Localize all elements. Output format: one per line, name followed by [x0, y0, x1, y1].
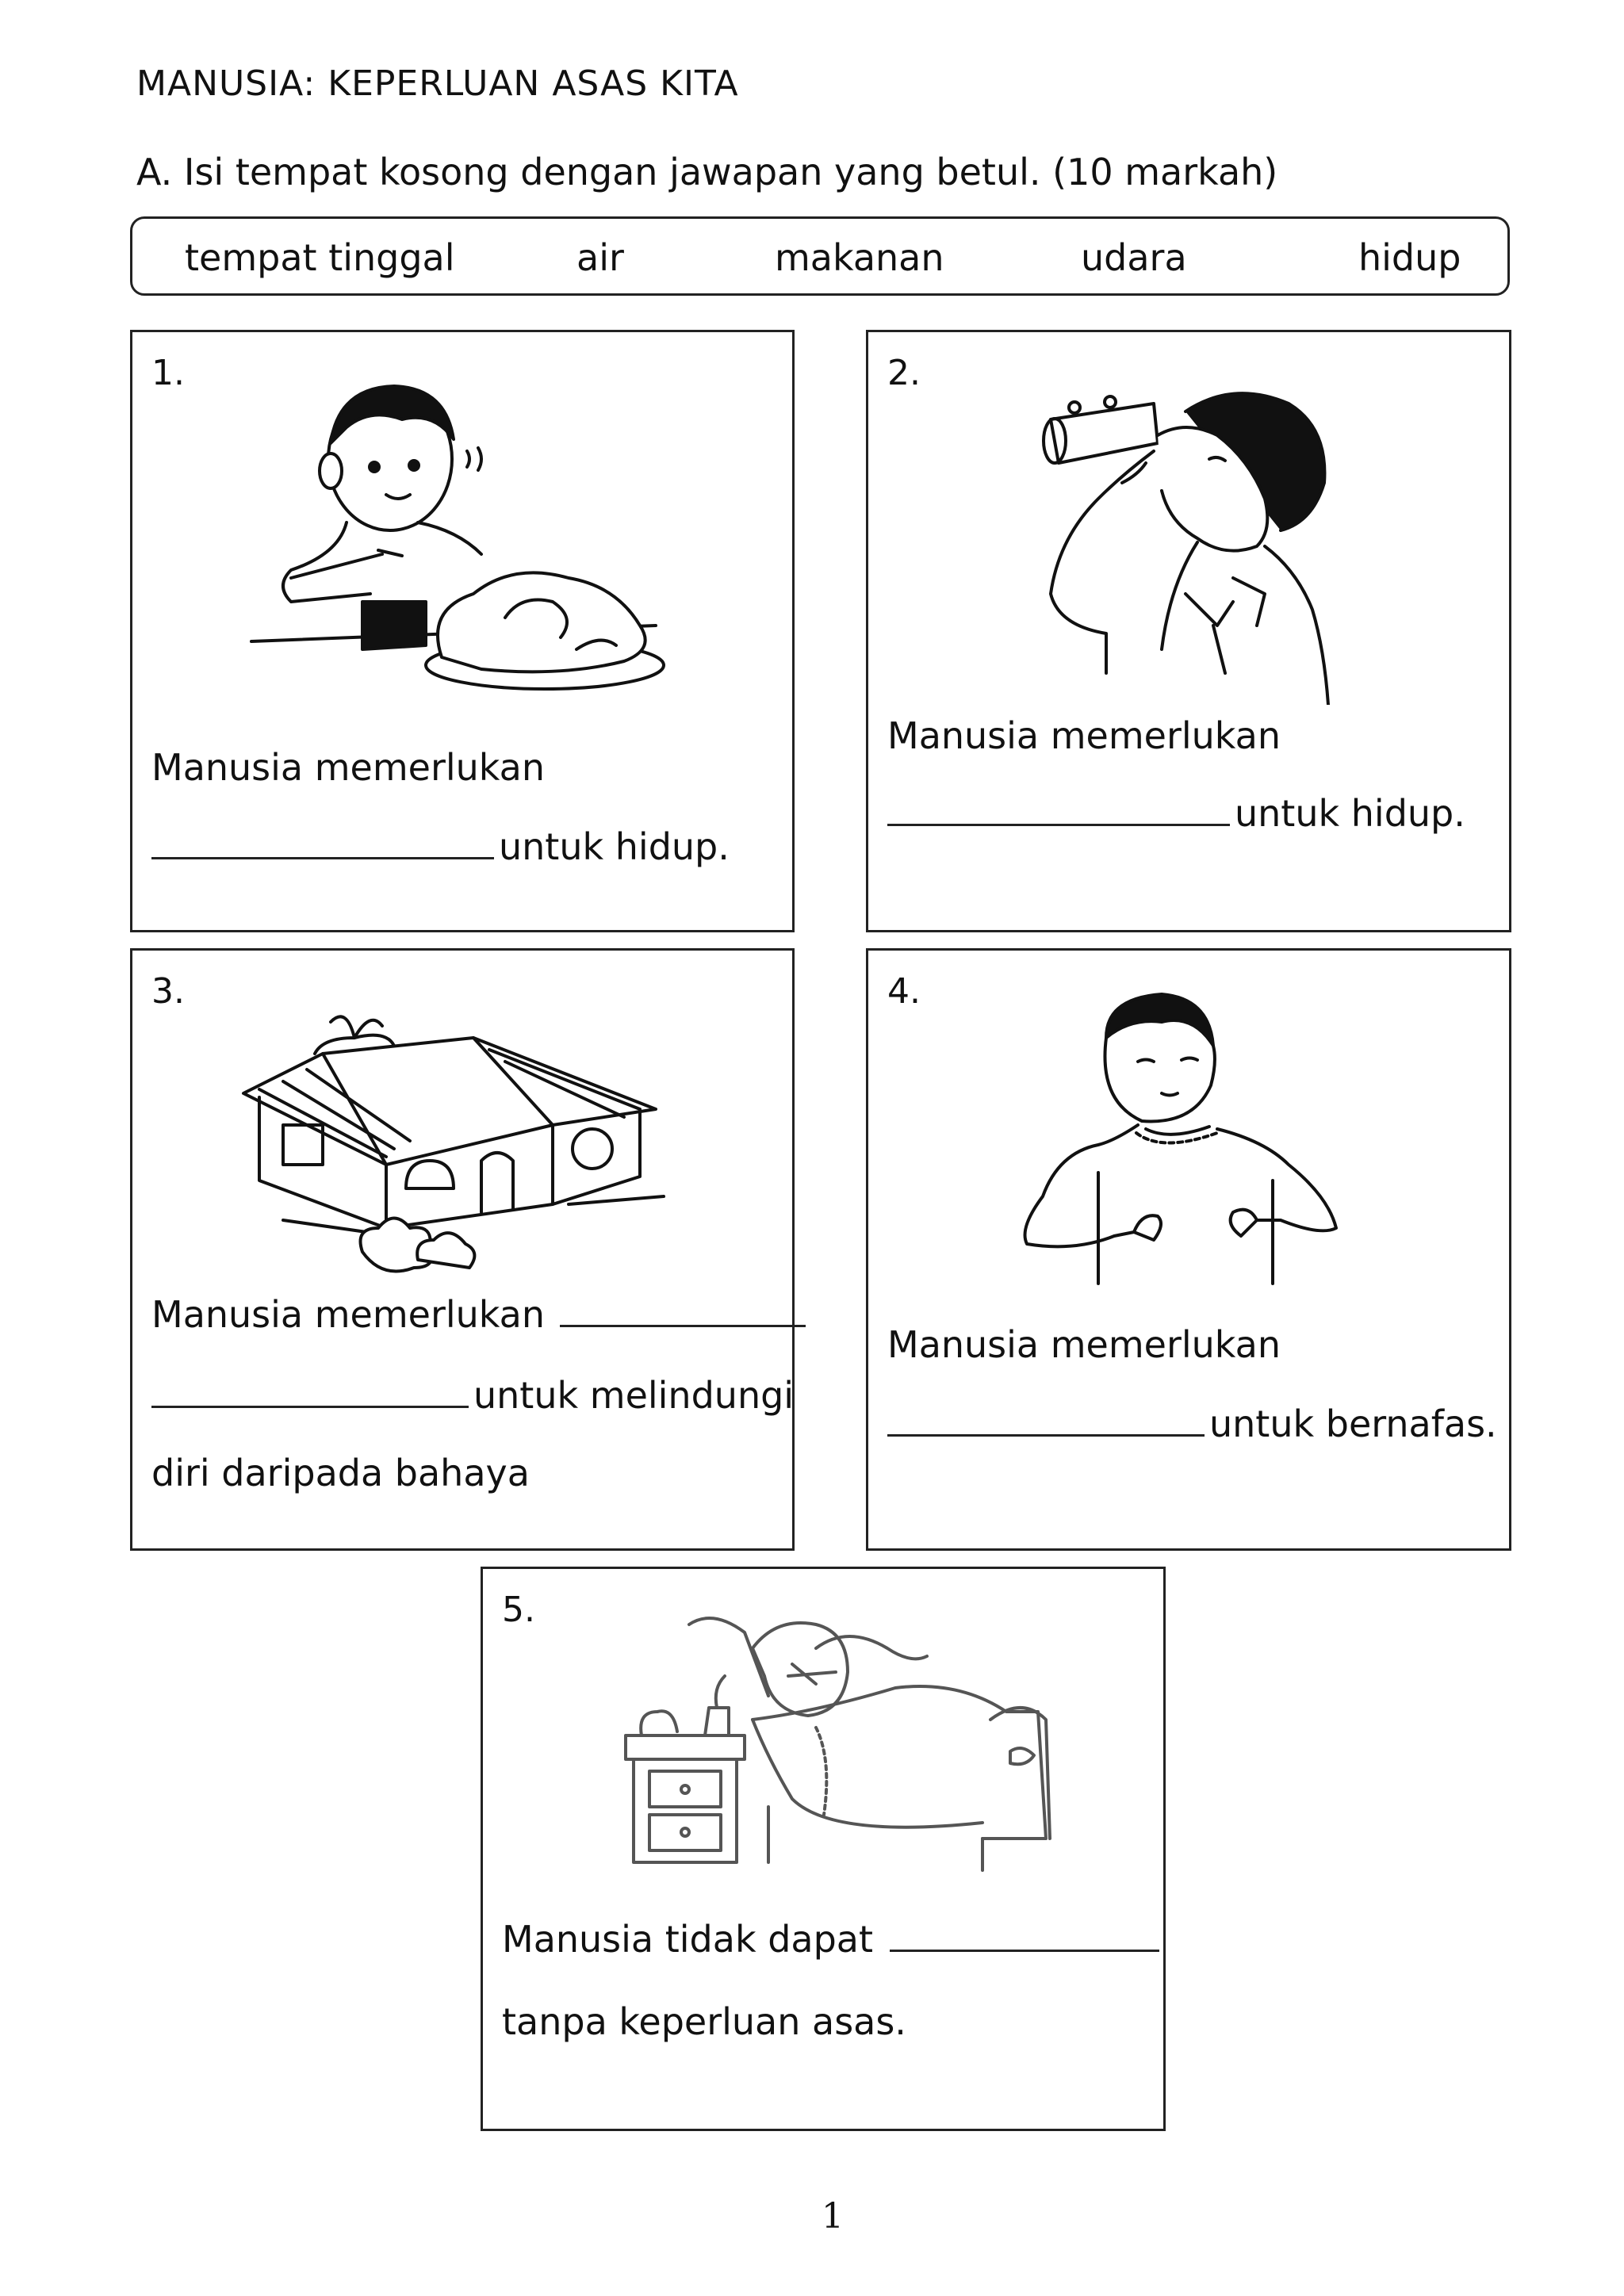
question-card-1 — [130, 330, 795, 932]
question-line-2: tanpa keperluan asas. — [502, 2000, 906, 2043]
question-card-3 — [130, 948, 795, 1551]
question-number: 3. — [151, 971, 185, 1012]
question-number: 4. — [887, 971, 921, 1012]
boy-eating-illustration — [243, 364, 672, 705]
question-line-1: Manusia memerlukan — [887, 714, 1281, 757]
answer-blank-continued[interactable] — [151, 1374, 469, 1408]
question-line-1: Manusia tidak dapat — [502, 1918, 1164, 1961]
question-number: 2. — [887, 353, 921, 393]
house-illustration — [236, 1006, 680, 1276]
question-line-2: untuk melindungi — [151, 1374, 794, 1417]
answer-blank[interactable] — [887, 792, 1230, 826]
question-line-3: diri daripada bahaya — [151, 1452, 530, 1494]
man-drinking-illustration — [1027, 388, 1400, 705]
question-line-1: Manusia memerlukan — [887, 1323, 1281, 1366]
answer-blank[interactable] — [887, 1402, 1205, 1437]
answer-blank[interactable] — [890, 1918, 1159, 1952]
question-line-1: Manusia memerlukan — [151, 1293, 810, 1336]
word-bank-item: air — [576, 236, 624, 279]
word-bank — [130, 216, 1510, 296]
word-bank-item: hidup — [1358, 236, 1461, 279]
girl-sick-in-bed-illustration — [610, 1601, 1062, 1886]
word-bank-item: udara — [1081, 236, 1187, 279]
question-line-2: untuk bernafas. — [887, 1402, 1497, 1445]
boy-breathing-illustration — [1003, 982, 1352, 1292]
question-number: 5. — [502, 1590, 535, 1630]
question-card-4 — [866, 948, 1511, 1551]
answer-blank[interactable] — [151, 825, 494, 859]
worksheet-title: MANUSIA: KEPERLUAN ASAS KITA — [136, 63, 739, 104]
word-bank-item: makanan — [775, 236, 944, 279]
question-line-2: untuk hidup. — [151, 825, 730, 868]
question-line-2: untuk hidup. — [887, 792, 1465, 835]
question-card-2 — [866, 330, 1511, 932]
question-line-1: Manusia memerlukan — [151, 746, 545, 789]
section-instruction: A. Isi tempat kosong dengan jawapan yang betul. (10 markah) — [136, 151, 1278, 193]
question-number: 1. — [151, 353, 185, 393]
page-number: 1 — [822, 2196, 844, 2237]
answer-blank[interactable] — [560, 1293, 806, 1327]
question-card-5 — [481, 1567, 1166, 2131]
word-bank-item: tempat tinggal — [185, 236, 455, 279]
